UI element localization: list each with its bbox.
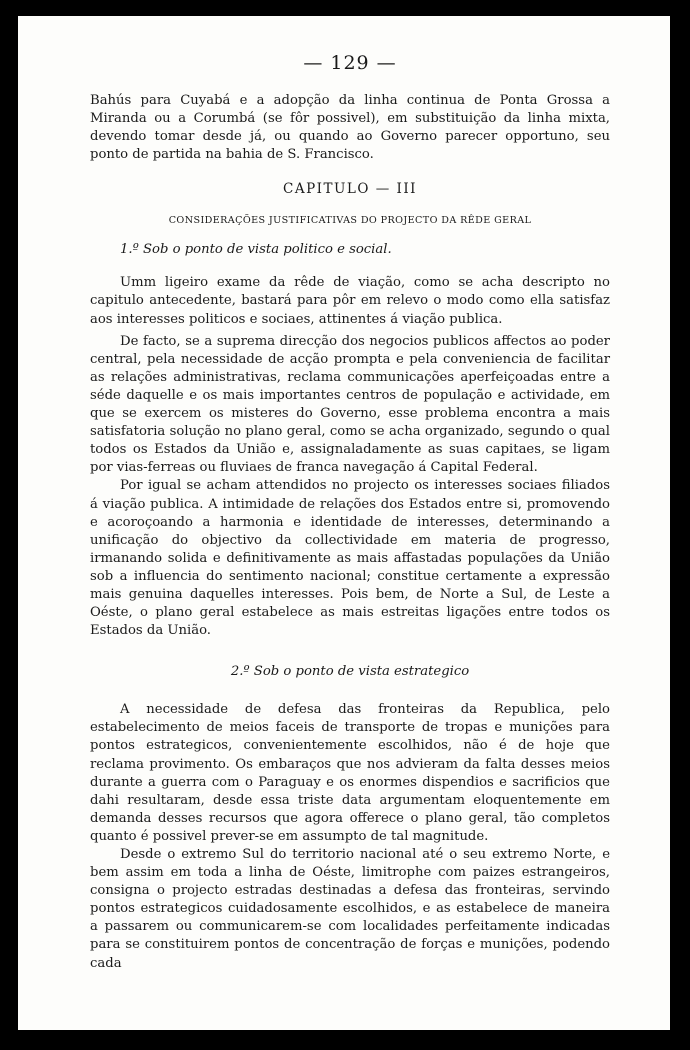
page-content [90,52,610,973]
opening-paragraph: Bahús para Cuyabá e a adopção da linha continua de Ponta Grossa a Miranda ou a Corumbá (se fôr possivel), em substituição da linha mixta, devendo tomar desde já, ou quando ao Governo parecer opportuno, seu ponto de partida na bahia de S. Francisco. [90,93,610,163]
paragraph: Por igual se acham attendidos no projecto os interesses sociaes filiados á viação publica. A intimidade de relações dos Estados entre si, promovendo e acoroçoando a harmonia e identidade de interesses, determinando a unificação do objectivo da collectividade em materia de progresso, irmanando solida e definitivamente as mais affastadas populações da União sob a influencia do sentimento nacional; constitue certamente a expressão mais genuina daquelles interesses. Pois bem, de Norte a Sul, de Leste a Oéste, o plano geral estabelece as mais estreitas ligações entre todos os Estados da União. [90,478,610,639]
paragraph: Desde o extremo Sul do territorio nacional até o seu extremo Norte, e bem assim em toda a linha de Oéste, limitrophe com paizes estrangeiros, consigna o projecto estradas destinadas a defesa das fronteiras, servindo pontos estrategicos cuidadosamente escolhidos, e as estabelece de maneira a passarem ou communicarem-se com localidades perfeitamente indicadas para se constituirem pontos de concentração de forças e munições, podendo cada [90,847,610,971]
chapter-title: CAPITULO — III [283,181,417,198]
section-heading-strategic: 2.º Sob o ponto de vista estrategico [230,664,470,680]
section-heading-political-social: 1.º Sob o ponto de vista politico e social. [120,242,392,258]
paragraph: De facto, se a suprema direcção dos negocios publicos affectos ao poder central, pela necessidade de acção prompta e pela conveniencia de facilitar as relações administrativas, reclama communicações aperfeiçoadas entre a séde daquelle e os mais importantes centros de população e actividade, em que se exercem os misteres do Governo, esse problema encontra a mais satisfatoria solução no plano geral, como se acha organizado, segundo o qual todos os Estados da União e, assignaladamente as suas capitaes, se ligam por vias-ferreas ou fluviaes de franca navegação á Capital Federal. [90,333,610,476]
page-number: — 129 — [303,52,397,74]
document-page [18,16,670,1030]
chapter-subtitle: CONSIDERAÇÕES JUSTIFICATIVAS DO PROJECTO DA RÊDE GERAL [168,215,532,227]
paragraph: A necessidade de defesa das fronteiras da Republica, pelo estabelecimento de meios faceis de transporte de tropas e munições para pontos estrategicos, convenientemente escolhidos, não é de hoje que reclama provimento. Os embaraços que nos advieram da falta desses meios durante a guerra com o Paraguay e os enormes dispendios e sacrificios que dahi resultaram, desde essa triste data argumentam eloquentemente em demanda desses recursos que agora offerece o plano geral, tão completos quanto é possivel prever-se em assumpto de tal magnitude. [90,702,610,844]
paragraph: Umm ligeiro exame da rêde de viação, como se acha descripto no capitulo antecedente, bastará para pôr em relevo o modo como ella satisfaz aos interesses politicos e sociaes, attinentes á viação publica. [90,275,610,327]
